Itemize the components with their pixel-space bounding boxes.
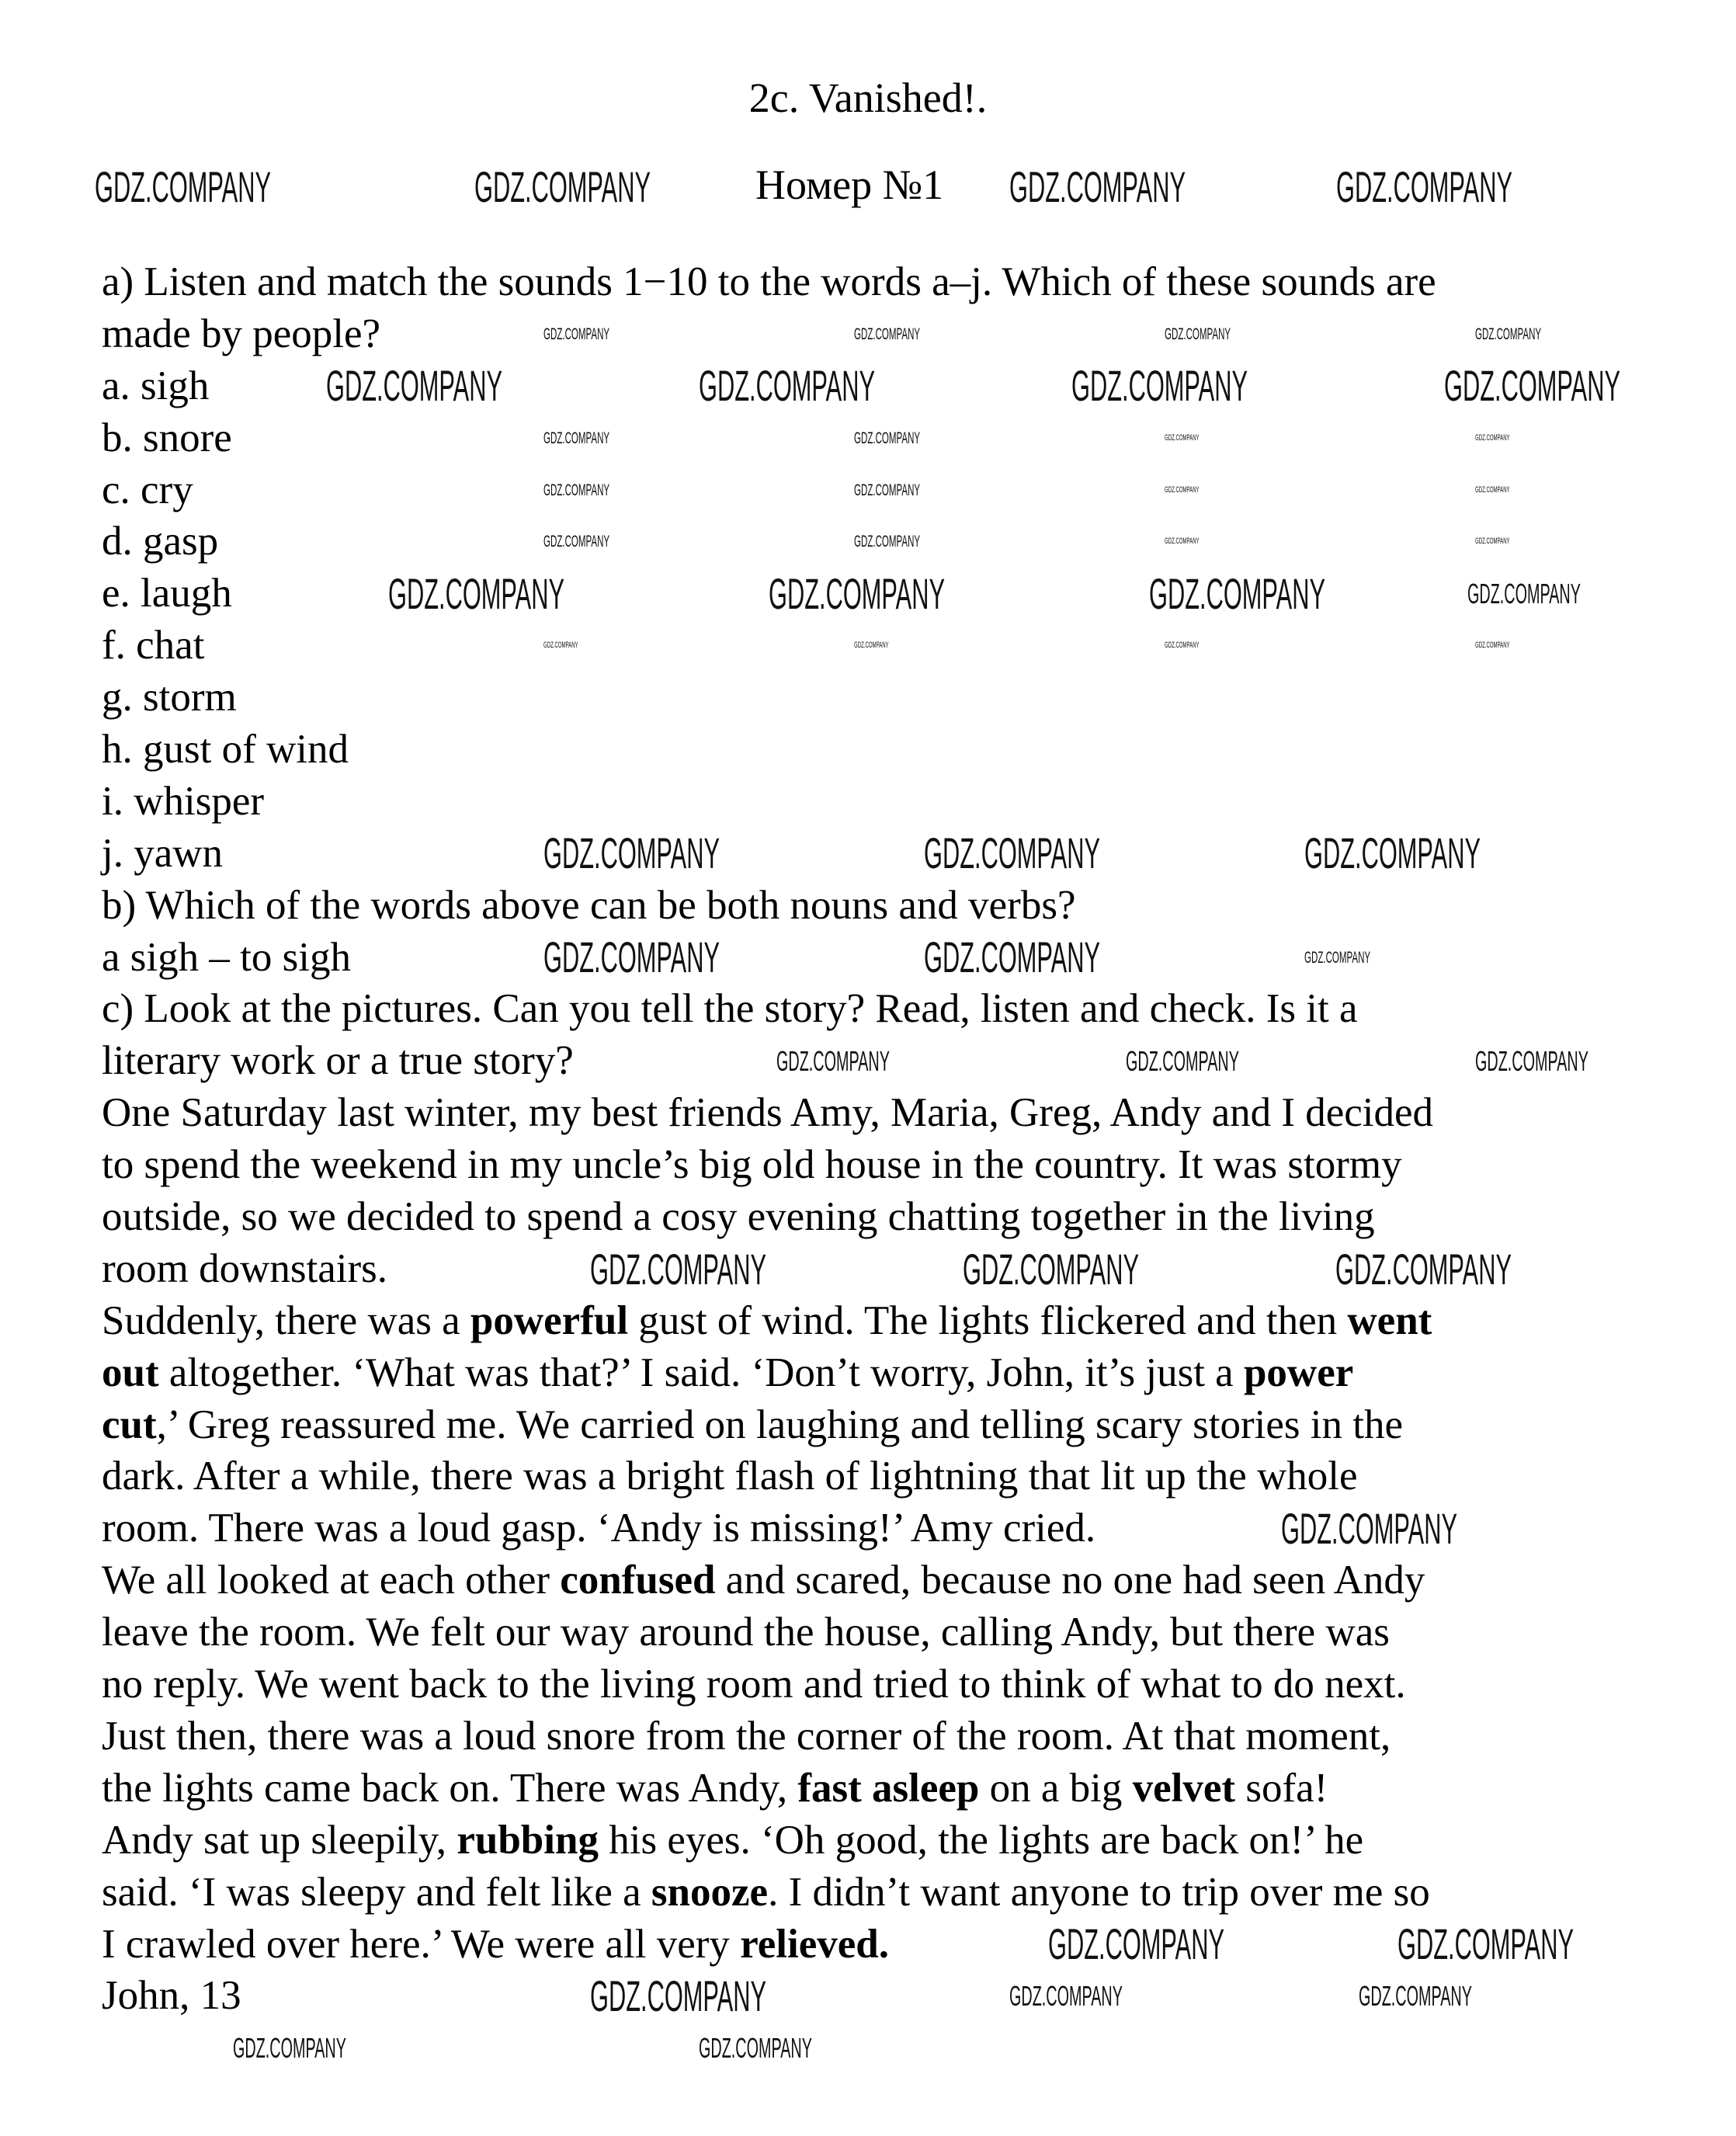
bold-word: snooze <box>651 1869 769 1915</box>
text-segment: ,’ Greg reassured me. We carried on laughing and telling scary stories in the <box>156 1401 1403 1447</box>
watermark: GDZ.COMPANY <box>1475 432 1510 443</box>
watermark: GDZ.COMPANY <box>1048 1919 1225 1969</box>
watermark: GDZ.COMPANY <box>543 641 578 651</box>
text-segment: leave the room. We felt our way around the house, calling Andy, but there was <box>102 1610 1390 1655</box>
text-line <box>102 620 1436 672</box>
exercise-number: Номер №1 <box>755 162 944 208</box>
watermark: GDZ.COMPANY <box>326 361 503 411</box>
text-segment: d. gasp <box>102 519 219 564</box>
text-line <box>102 1658 1436 1711</box>
watermark: GDZ.COMPANY <box>854 533 921 551</box>
watermark: GDZ.COMPANY <box>1009 1980 1123 2013</box>
watermark: GDZ.COMPANY <box>924 933 1101 982</box>
watermark: GDZ.COMPANY <box>924 828 1101 878</box>
watermark: GDZ.COMPANY <box>1071 361 1248 411</box>
document-body <box>102 256 1436 2022</box>
text-segment: a sigh – to sigh <box>102 934 351 980</box>
text-line <box>102 828 1436 880</box>
text-segment: gust of wind. The lights flickered and then <box>628 1297 1348 1343</box>
watermark: GDZ.COMPANY <box>1165 485 1200 495</box>
text-line <box>102 672 1436 724</box>
watermark: GDZ.COMPANY <box>543 429 610 447</box>
watermark: GDZ.COMPANY <box>1336 162 1513 211</box>
watermark: GDZ.COMPANY <box>1281 1504 1458 1554</box>
watermark: GDZ.COMPANY <box>95 162 272 211</box>
text-segment: sofa! <box>1235 1765 1328 1811</box>
text-segment: g. storm <box>102 675 237 721</box>
text-line <box>102 256 1436 308</box>
watermark: GDZ.COMPANY <box>1475 325 1542 343</box>
text-segment: j. yawn <box>102 830 224 876</box>
text-segment: room downstairs. <box>102 1245 388 1291</box>
text-segment: altogether. ‘What was that?’ I said. ‘Don’t worry, John, it’s just a <box>158 1349 1244 1395</box>
bold-word: relieved. <box>740 1921 890 1967</box>
watermark: GDZ.COMPANY <box>1165 641 1200 651</box>
watermark: GDZ.COMPANY <box>1359 1980 1472 2013</box>
bold-word: power <box>1243 1349 1354 1395</box>
text-segment: and scared, because no one had seen Andy <box>715 1558 1425 1603</box>
text-line <box>102 516 1436 568</box>
watermark: GDZ.COMPANY <box>1335 1244 1512 1294</box>
watermark: GDZ.COMPANY <box>543 481 610 499</box>
watermark: GDZ.COMPANY <box>1126 1044 1239 1077</box>
text-segment: on a big <box>979 1765 1133 1811</box>
watermark: GDZ.COMPANY <box>388 568 565 618</box>
text-segment: i. whisper <box>102 778 265 824</box>
text-segment: Andy sat up sleepily, <box>102 1817 457 1863</box>
text-segment: room. There was a loud gasp. ‘Andy is missing!’ Amy cried. <box>102 1506 1096 1551</box>
watermark: GDZ.COMPANY <box>699 2032 812 2065</box>
watermark: GDZ.COMPANY <box>854 641 889 651</box>
text-segment: f. chat <box>102 623 205 669</box>
text-line <box>102 464 1436 516</box>
text-line <box>102 1087 1436 1139</box>
watermark: GDZ.COMPANY <box>543 933 720 982</box>
text-segment: c) Look at the pictures. Can you tell the story? Read, listen and check. Is it a <box>102 986 1358 1032</box>
watermark: GDZ.COMPANY <box>699 361 876 411</box>
watermark: GDZ.COMPANY <box>1444 361 1621 411</box>
text-line <box>102 1347 1436 1399</box>
text-segment: I crawled over here.’ We were all very <box>102 1921 741 1967</box>
bold-word: went <box>1347 1297 1432 1343</box>
page-title: 2c. Vanished!. <box>748 75 988 121</box>
text-segment: Just then, there was a loud snore from the corner of the room. At that moment, <box>102 1713 1391 1759</box>
text-line <box>102 1763 1436 1815</box>
text-line <box>102 776 1436 828</box>
bold-word: cut <box>102 1401 157 1447</box>
text-segment: his eyes. ‘Oh good, the lights are back on!’ he <box>598 1817 1364 1863</box>
watermark: GDZ.COMPANY <box>474 162 651 211</box>
watermark: GDZ.COMPANY <box>1397 1919 1575 1969</box>
text-line <box>102 983 1436 1035</box>
watermark: GDZ.COMPANY <box>1009 162 1186 211</box>
text-line <box>102 932 1436 984</box>
watermark: GDZ.COMPANY <box>1475 537 1510 547</box>
watermark: GDZ.COMPANY <box>854 325 921 343</box>
watermark: GDZ.COMPANY <box>1165 325 1231 343</box>
text-line <box>102 1919 1436 1971</box>
watermark: GDZ.COMPANY <box>543 533 610 551</box>
bold-word: out <box>102 1349 159 1395</box>
watermark: GDZ.COMPANY <box>1475 1044 1588 1077</box>
watermark: GDZ.COMPANY <box>1165 432 1200 443</box>
text-line <box>102 1399 1436 1451</box>
watermark: GDZ.COMPANY <box>543 828 720 878</box>
watermark: GDZ.COMPANY <box>1475 485 1510 495</box>
watermark: GDZ.COMPANY <box>854 481 921 499</box>
text-line <box>102 1867 1436 1919</box>
text-segment: Suddenly, there was a <box>102 1297 470 1343</box>
text-segment: c. cry <box>102 467 193 512</box>
watermark: GDZ.COMPANY <box>543 325 610 343</box>
text-segment: said. ‘I was sleepy and felt like a <box>102 1869 651 1915</box>
bold-word: velvet <box>1132 1765 1236 1811</box>
text-line <box>102 1711 1436 1763</box>
text-line <box>102 308 1436 360</box>
text-line <box>102 1554 1436 1606</box>
watermark: GDZ.COMPANY <box>1304 948 1371 967</box>
watermark: GDZ.COMPANY <box>1149 568 1326 618</box>
watermark: GDZ.COMPANY <box>590 1971 767 2021</box>
text-segment: a) Listen and match the sounds 1−10 to the words a–j. Which of these sounds are <box>102 259 1436 304</box>
text-line <box>102 1502 1436 1554</box>
text-line <box>102 1970 1436 2022</box>
watermark: GDZ.COMPANY <box>769 568 946 618</box>
text-line <box>102 1243 1436 1295</box>
watermark: GDZ.COMPANY <box>1475 641 1510 651</box>
text-segment: no reply. We went back to the living room and tried to think of what to do next. <box>102 1662 1406 1707</box>
text-segment: e. laugh <box>102 571 232 616</box>
text-line <box>102 412 1436 464</box>
watermark: GDZ.COMPANY <box>590 1244 767 1294</box>
text-line <box>102 1450 1436 1502</box>
text-segment: b) Which of the words above can be both nouns and verbs? <box>102 882 1076 928</box>
text-segment: the lights came back on. There was Andy, <box>102 1765 798 1811</box>
text-segment: a. sigh <box>102 363 210 408</box>
watermark: GDZ.COMPANY <box>776 1044 890 1077</box>
text-segment: . I didn’t want anyone to trip over me so <box>768 1869 1430 1915</box>
watermark: GDZ.COMPANY <box>1304 828 1481 878</box>
text-segment: One Saturday last winter, my best friends Amy, Maria, Greg, Andy and I decided <box>102 1090 1434 1136</box>
text-line <box>102 1606 1436 1658</box>
text-line <box>102 1139 1436 1191</box>
text-line <box>102 1815 1436 1867</box>
watermark: GDZ.COMPANY <box>1165 537 1200 547</box>
text-segment: outside, so we decided to spend a cosy evening chatting together in the living <box>102 1194 1375 1240</box>
text-line <box>102 1295 1436 1347</box>
bold-word: powerful <box>470 1297 629 1343</box>
text-segment: made by people? <box>102 311 381 356</box>
text-segment: dark. After a while, there was a bright flash of lightning that lit up the whole <box>102 1454 1358 1499</box>
watermark: GDZ.COMPANY <box>1467 577 1581 610</box>
text-line <box>102 724 1436 776</box>
watermark: GDZ.COMPANY <box>854 429 921 447</box>
text-line <box>102 1191 1436 1243</box>
text-segment: h. gust of wind <box>102 727 349 773</box>
watermark: GDZ.COMPANY <box>963 1244 1140 1294</box>
text-segment: to spend the weekend in my uncle’s big old house in the country. It was stormy <box>102 1142 1402 1188</box>
text-segment: John, 13 <box>102 1973 241 2019</box>
bold-word: confused <box>560 1558 716 1603</box>
watermark: GDZ.COMPANY <box>233 2032 346 2065</box>
text-line <box>102 880 1436 932</box>
text-segment: literary work or a true story? <box>102 1038 574 1084</box>
bold-word: rubbing <box>457 1817 599 1863</box>
text-segment: b. snore <box>102 415 232 460</box>
text-segment: We all looked at each other <box>102 1558 561 1603</box>
bold-word: fast asleep <box>797 1765 980 1811</box>
